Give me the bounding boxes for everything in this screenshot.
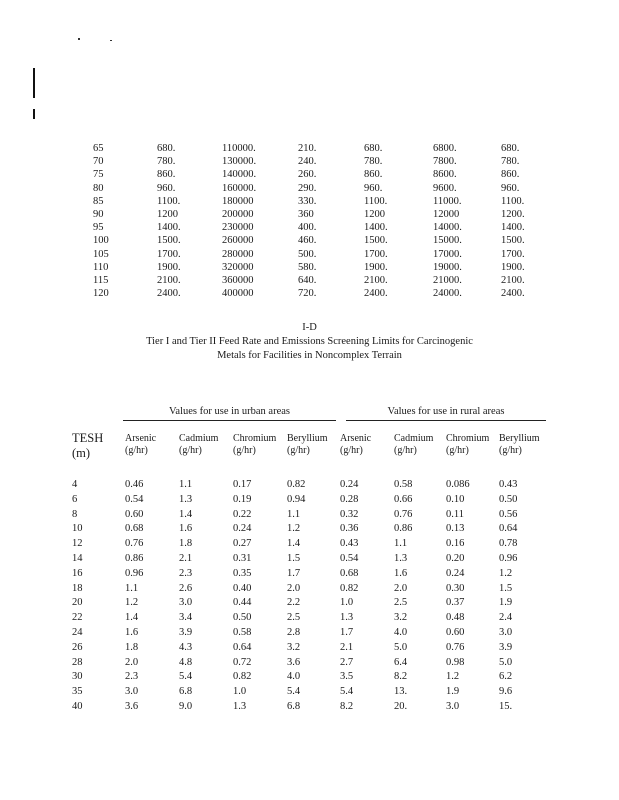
column-header bbox=[125, 433, 156, 457]
table-cell: 0.82 bbox=[287, 479, 306, 490]
table-cell: 0.50 bbox=[233, 612, 252, 624]
table-row bbox=[0, 684, 619, 699]
urban-group-header bbox=[123, 406, 336, 417]
table-row bbox=[0, 655, 619, 670]
tesh-cell: 28 bbox=[72, 656, 83, 668]
table-cell: 2400. bbox=[364, 288, 388, 300]
table-row bbox=[0, 595, 619, 610]
table-cell: 1.2 bbox=[499, 567, 513, 579]
tesh-cell: 20 bbox=[72, 597, 83, 609]
table-cell: 2.5 bbox=[394, 597, 408, 609]
table-cell: 20. bbox=[394, 701, 408, 712]
table-cell: 0.19 bbox=[233, 493, 252, 505]
table-cell: 19000. bbox=[433, 261, 462, 273]
table-cell: 860. bbox=[157, 169, 176, 181]
table-cell: 720. bbox=[298, 288, 317, 300]
row-key-cell: 75 bbox=[93, 169, 104, 181]
table-cell: 140000. bbox=[222, 169, 257, 181]
table-cell: 0.82 bbox=[340, 582, 359, 594]
table-cell: 5.4 bbox=[179, 671, 193, 683]
table-row bbox=[0, 142, 619, 155]
table-cell: 1.6 bbox=[394, 567, 408, 579]
column-header bbox=[340, 433, 371, 457]
table-cell: 2.0 bbox=[394, 582, 408, 594]
table-cell: 680. bbox=[364, 143, 383, 154]
urban-group-label: Values for use in urban areas bbox=[169, 406, 290, 417]
table-cell: 0.76 bbox=[125, 538, 144, 550]
table-cell: 0.32 bbox=[340, 508, 359, 520]
column-header bbox=[233, 433, 276, 457]
column-header-unit: (g/hr) bbox=[287, 445, 310, 456]
column-header-unit: (g/hr) bbox=[499, 445, 522, 456]
tesh-label: TESH bbox=[72, 431, 104, 445]
column-header-name: Cadmium bbox=[179, 433, 219, 444]
table-cell: 780. bbox=[157, 156, 176, 168]
table-cell: 0.82 bbox=[233, 671, 252, 683]
table-cell: 0.76 bbox=[446, 641, 465, 653]
column-header-unit: (g/hr) bbox=[125, 445, 148, 456]
table-cell: 0.86 bbox=[394, 523, 413, 535]
table-row bbox=[0, 248, 619, 261]
table-cell: 1500. bbox=[157, 235, 181, 247]
table-cell: 8.2 bbox=[340, 701, 354, 712]
column-header bbox=[179, 433, 218, 457]
table-cell: 8.2 bbox=[394, 671, 408, 683]
table-row bbox=[0, 507, 619, 522]
table-cell: 2.3 bbox=[179, 567, 193, 579]
table-cell: 0.58 bbox=[233, 627, 252, 638]
table-cell: 3.6 bbox=[287, 656, 301, 668]
table-cell: 290. bbox=[298, 182, 317, 194]
table-cell: 0.76 bbox=[394, 508, 413, 520]
table-cell: 1.5 bbox=[499, 582, 513, 594]
table-row bbox=[0, 669, 619, 684]
table-cell: 960. bbox=[501, 182, 520, 194]
table-cell: 1.1 bbox=[394, 538, 408, 550]
table-cell: 2.6 bbox=[179, 582, 193, 594]
table-cell: 3.0 bbox=[499, 627, 513, 638]
table-cell: 1700. bbox=[501, 248, 525, 260]
table-cell: 3.6 bbox=[125, 701, 139, 712]
table-cell: 130000. bbox=[222, 156, 257, 168]
column-header-name: Chromium bbox=[233, 433, 277, 444]
column-header-name: Arsenic bbox=[340, 433, 372, 444]
column-header bbox=[499, 433, 540, 457]
table-cell: 0.96 bbox=[499, 553, 518, 564]
column-header-unit: (g/hr) bbox=[446, 445, 469, 456]
table-cell: 2.1 bbox=[179, 553, 193, 564]
table-cell: 0.66 bbox=[394, 493, 413, 505]
table-cell: 5.4 bbox=[287, 686, 301, 698]
table-row bbox=[0, 274, 619, 287]
tesh-cell: 8 bbox=[72, 508, 78, 520]
column-header-name: Chromium bbox=[446, 433, 490, 444]
table-cell: 6800. bbox=[433, 143, 457, 154]
table-cell: 780. bbox=[501, 156, 520, 168]
table-cell: 0.24 bbox=[446, 567, 465, 579]
table-cell: 360 bbox=[298, 209, 314, 220]
table-cell: 1900. bbox=[157, 261, 181, 273]
table-cell: 960. bbox=[364, 182, 383, 194]
table-cell: 2.0 bbox=[125, 656, 139, 668]
table-cell: 0.72 bbox=[233, 656, 252, 668]
table-cell: 1.8 bbox=[125, 641, 139, 653]
table-cell: 1400. bbox=[501, 222, 525, 234]
tesh-unit: (m) bbox=[72, 446, 91, 460]
table-cell: 0.37 bbox=[446, 597, 465, 609]
table-cell: 2400. bbox=[157, 288, 181, 300]
table-cell: 1100. bbox=[157, 195, 181, 207]
table-cell: 0.35 bbox=[233, 567, 252, 579]
table-cell: 9.0 bbox=[179, 701, 193, 712]
table-cell: 0.64 bbox=[499, 523, 518, 535]
table-cell: 1.3 bbox=[340, 612, 354, 624]
table-cell: 0.22 bbox=[233, 508, 252, 520]
table-row bbox=[0, 536, 619, 551]
rural-group-rule bbox=[346, 420, 546, 421]
tesh-cell: 10 bbox=[72, 523, 83, 535]
table-cell: 17000. bbox=[433, 248, 462, 260]
table-row bbox=[0, 155, 619, 168]
tesh-cell: 14 bbox=[72, 553, 83, 564]
table-cell: 2400. bbox=[501, 288, 525, 300]
table-cell: 2.7 bbox=[340, 656, 354, 668]
table-row bbox=[0, 625, 619, 640]
table-cell: 0.17 bbox=[233, 479, 252, 490]
table-cell: 1.3 bbox=[394, 553, 408, 564]
table-cell: 680. bbox=[501, 143, 520, 154]
table-cell: 2.8 bbox=[287, 627, 301, 638]
table-cell: 1.9 bbox=[499, 597, 513, 609]
row-key-cell: 65 bbox=[93, 143, 104, 154]
table-cell: 230000 bbox=[222, 222, 254, 234]
table-cell: 320000 bbox=[222, 261, 254, 273]
table-cell: 2.0 bbox=[287, 582, 301, 594]
table-row bbox=[0, 521, 619, 536]
table-cell: 1.1 bbox=[125, 582, 139, 594]
table-cell: 1.5 bbox=[287, 553, 301, 564]
table-cell: 680. bbox=[157, 143, 176, 154]
table-cell: 1.3 bbox=[233, 701, 247, 712]
table-cell: 0.43 bbox=[340, 538, 359, 550]
table-cell: 1100. bbox=[364, 195, 388, 207]
column-header-name: Cadmium bbox=[394, 433, 434, 444]
table-cell: 2.1 bbox=[340, 641, 354, 653]
table-cell: 0.48 bbox=[446, 612, 465, 624]
table-cell: 0.24 bbox=[340, 479, 359, 490]
table-cell: 160000. bbox=[222, 182, 257, 194]
table-cell: 2.2 bbox=[287, 597, 301, 609]
table-cell: 0.16 bbox=[446, 538, 465, 550]
row-key-cell: 105 bbox=[93, 248, 109, 260]
table-cell: 4.3 bbox=[179, 641, 193, 653]
table-cell: 1900. bbox=[501, 261, 525, 273]
table-cell: 0.86 bbox=[125, 553, 144, 564]
column-header bbox=[446, 433, 489, 457]
table-cell: 1.1 bbox=[287, 508, 301, 520]
table-cell: 200000 bbox=[222, 209, 254, 220]
column-header bbox=[394, 433, 433, 457]
table-cell: 0.30 bbox=[446, 582, 465, 594]
table-cell: 1.9 bbox=[446, 686, 460, 698]
table-cell: 3.2 bbox=[287, 641, 301, 653]
table-cell: 1700. bbox=[157, 248, 181, 260]
row-key-cell: 110 bbox=[93, 261, 109, 273]
column-header-unit: (g/hr) bbox=[340, 445, 363, 456]
table-cell: 6.4 bbox=[394, 656, 408, 668]
tesh-cell: 6 bbox=[72, 493, 78, 505]
table-cell: 330. bbox=[298, 195, 317, 207]
table-cell: 2.4 bbox=[499, 612, 513, 624]
table-cell: 0.94 bbox=[287, 493, 306, 505]
row-key-cell: 95 bbox=[93, 222, 104, 234]
table-cell: 1200. bbox=[501, 209, 525, 220]
tesh-cell: 16 bbox=[72, 567, 83, 579]
table-cell: 280000 bbox=[222, 248, 254, 260]
table-cell: 0.60 bbox=[446, 627, 465, 638]
table-cell: 2.3 bbox=[125, 671, 139, 683]
table-cell: 110000. bbox=[222, 143, 256, 154]
table-cell: 6.8 bbox=[179, 686, 193, 698]
tesh-cell: 40 bbox=[72, 701, 83, 712]
table-cell: 0.086 bbox=[446, 479, 470, 490]
column-header-unit: (g/hr) bbox=[179, 445, 202, 456]
table-cell: 0.44 bbox=[233, 597, 252, 609]
table-cell: 1.2 bbox=[446, 671, 460, 683]
table-cell: 0.56 bbox=[499, 508, 518, 520]
table-cell: 1400. bbox=[157, 222, 181, 234]
table-row bbox=[0, 477, 619, 492]
table-cell: 500. bbox=[298, 248, 317, 260]
table-cell: 360000 bbox=[222, 275, 254, 286]
table-cell: 5.4 bbox=[340, 686, 354, 698]
table-cell: 260000 bbox=[222, 235, 254, 247]
scan-speck bbox=[110, 40, 112, 41]
tesh-cell: 12 bbox=[72, 538, 83, 550]
table-cell: 0.24 bbox=[233, 523, 252, 535]
table-cell: 0.54 bbox=[125, 493, 144, 505]
column-header-unit: (g/hr) bbox=[233, 445, 256, 456]
table-cell: 1.2 bbox=[125, 597, 139, 609]
table-cell: 1.6 bbox=[179, 523, 193, 535]
table-number: I-D bbox=[302, 322, 317, 333]
table-cell: 3.9 bbox=[179, 627, 193, 638]
table-cell: 3.0 bbox=[179, 597, 193, 609]
table-cell: 860. bbox=[501, 169, 520, 181]
tesh-cell: 35 bbox=[72, 686, 83, 698]
table-cell: 1.6 bbox=[125, 627, 139, 638]
table-row bbox=[0, 221, 619, 234]
margin-mark bbox=[33, 109, 35, 119]
table-cell: 1.7 bbox=[340, 627, 354, 638]
table-cell: 0.46 bbox=[125, 479, 144, 490]
table-cell: 9600. bbox=[433, 182, 457, 194]
table-cell: 1.4 bbox=[179, 508, 193, 520]
table-cell: 4.8 bbox=[179, 656, 193, 668]
table-row bbox=[0, 551, 619, 566]
tesh-cell: 4 bbox=[72, 479, 78, 490]
row-key-cell: 120 bbox=[93, 288, 109, 300]
table-cell: 0.98 bbox=[446, 656, 465, 668]
tesh-header bbox=[72, 431, 103, 461]
table-row bbox=[0, 492, 619, 507]
table-cell: 210. bbox=[298, 143, 317, 154]
table-row bbox=[0, 261, 619, 274]
table-cell: 12000 bbox=[433, 209, 460, 220]
column-header-name: Beryllium bbox=[499, 433, 540, 444]
table-cell: 1.0 bbox=[233, 686, 247, 698]
table-cell: 11000. bbox=[433, 195, 462, 207]
table-cell: 0.43 bbox=[499, 479, 518, 490]
table-row bbox=[0, 208, 619, 221]
table-cell: 0.13 bbox=[446, 523, 465, 535]
table-cell: 0.10 bbox=[446, 493, 465, 505]
table-cell: 3.0 bbox=[125, 686, 139, 698]
table-cell: 780. bbox=[364, 156, 383, 168]
table-cell: 5.0 bbox=[394, 641, 408, 653]
table-cell: 0.68 bbox=[125, 523, 144, 535]
tesh-cell: 30 bbox=[72, 671, 83, 683]
table-cell: 3.9 bbox=[499, 641, 513, 653]
table-cell: 1.8 bbox=[179, 538, 193, 550]
table-cell: 0.27 bbox=[233, 538, 252, 550]
table-cell: 6.2 bbox=[499, 671, 513, 683]
table-cell: 1.4 bbox=[125, 612, 139, 624]
table-row bbox=[0, 610, 619, 625]
table-cell: 0.68 bbox=[340, 567, 359, 579]
table-cell: 0.96 bbox=[125, 567, 144, 579]
margin-mark bbox=[33, 68, 35, 98]
column-header-name: Arsenic bbox=[125, 433, 157, 444]
table-cell: 460. bbox=[298, 235, 317, 247]
table-row bbox=[0, 699, 619, 714]
row-key-cell: 115 bbox=[93, 275, 109, 286]
table-cell: 0.36 bbox=[340, 523, 359, 535]
table-cell: 4.0 bbox=[394, 627, 408, 638]
table-cell: 1700. bbox=[364, 248, 388, 260]
table-cell: 1.0 bbox=[340, 597, 354, 609]
table-cell: 1100. bbox=[501, 195, 525, 207]
table-cell: 1400. bbox=[364, 222, 388, 234]
scan-speck bbox=[78, 38, 80, 40]
table-cell: 1900. bbox=[364, 261, 388, 273]
table-cell: 260. bbox=[298, 169, 317, 181]
column-header bbox=[287, 433, 328, 457]
row-key-cell: 70 bbox=[93, 156, 104, 168]
table-row bbox=[0, 287, 619, 300]
table-cell: 0.64 bbox=[233, 641, 252, 653]
table-cell: 1500. bbox=[364, 235, 388, 247]
table-cell: 1200 bbox=[157, 209, 178, 220]
table-cell: 8600. bbox=[433, 169, 457, 181]
table-cell: 400000 bbox=[222, 288, 254, 300]
table-cell: 2.5 bbox=[287, 612, 301, 624]
table-cell: 0.78 bbox=[499, 538, 518, 550]
table-cell: 0.60 bbox=[125, 508, 144, 520]
table-cell: 1.4 bbox=[287, 538, 301, 550]
table-cell: 3.4 bbox=[179, 612, 193, 624]
table-row bbox=[0, 195, 619, 208]
table-cell: 0.31 bbox=[233, 553, 252, 564]
tesh-cell: 22 bbox=[72, 612, 83, 624]
table-row bbox=[0, 640, 619, 655]
table-cell: 2100. bbox=[364, 275, 388, 286]
table-cell: 1.3 bbox=[179, 493, 193, 505]
table-row bbox=[0, 234, 619, 247]
table-cell: 15. bbox=[499, 701, 513, 712]
table-cell: 0.20 bbox=[446, 553, 465, 564]
tesh-cell: 24 bbox=[72, 627, 83, 638]
table-cell: 400. bbox=[298, 222, 317, 234]
table-cell: 580. bbox=[298, 261, 317, 273]
table-cell: 180000 bbox=[222, 195, 254, 207]
table-cell: 13. bbox=[394, 686, 408, 698]
table-cell: 1.7 bbox=[287, 567, 301, 579]
table-cell: 1.1 bbox=[179, 479, 193, 490]
table-row bbox=[0, 566, 619, 581]
urban-group-rule bbox=[123, 420, 336, 421]
table-cell: 5.0 bbox=[499, 656, 513, 668]
table-cell: 1.2 bbox=[287, 523, 301, 535]
tesh-cell: 26 bbox=[72, 641, 83, 653]
table-cell: 1200 bbox=[364, 209, 385, 220]
table-cell: 0.50 bbox=[499, 493, 518, 505]
table-cell: 15000. bbox=[433, 235, 462, 247]
table-row bbox=[0, 182, 619, 195]
column-header-name: Beryllium bbox=[287, 433, 328, 444]
table-cell: 0.11 bbox=[446, 508, 464, 520]
table-cell: 3.5 bbox=[340, 671, 354, 683]
table-cell: 7800. bbox=[433, 156, 457, 168]
table-title-line-2: Metals for Facilities in Noncomplex Terrain bbox=[217, 350, 402, 361]
rural-group-header bbox=[346, 406, 546, 417]
table-cell: 2100. bbox=[157, 275, 181, 286]
table-row bbox=[0, 581, 619, 596]
table-cell: 21000. bbox=[433, 275, 462, 286]
row-key-cell: 85 bbox=[93, 195, 104, 207]
table-cell: 3.2 bbox=[394, 612, 408, 624]
column-header-unit: (g/hr) bbox=[394, 445, 417, 456]
table-cell: 1500. bbox=[501, 235, 525, 247]
row-key-cell: 100 bbox=[93, 235, 109, 247]
table-cell: 4.0 bbox=[287, 671, 301, 683]
table-cell: 0.54 bbox=[340, 553, 359, 564]
table-cell: 0.58 bbox=[394, 479, 413, 490]
table-cell: 860. bbox=[364, 169, 383, 181]
table-cell: 960. bbox=[157, 182, 176, 194]
table-cell: 9.6 bbox=[499, 686, 513, 698]
table-cell: 640. bbox=[298, 275, 317, 286]
table-cell: 14000. bbox=[433, 222, 462, 234]
table-title-line-1: Tier I and Tier II Feed Rate and Emissions Screening Limits for Carcinogenic bbox=[146, 336, 473, 347]
table-cell: 240. bbox=[298, 156, 317, 168]
table-cell: 2100. bbox=[501, 275, 525, 286]
row-key-cell: 90 bbox=[93, 209, 104, 220]
table-cell: 3.0 bbox=[446, 701, 460, 712]
rural-group-label: Values for use in rural areas bbox=[387, 406, 505, 417]
table-row bbox=[0, 168, 619, 181]
table-cell: 0.28 bbox=[340, 493, 359, 505]
table-cell: 24000. bbox=[433, 288, 462, 300]
table-cell: 6.8 bbox=[287, 701, 301, 712]
table-cell: 0.40 bbox=[233, 582, 252, 594]
tesh-cell: 18 bbox=[72, 582, 83, 594]
row-key-cell: 80 bbox=[93, 182, 104, 194]
